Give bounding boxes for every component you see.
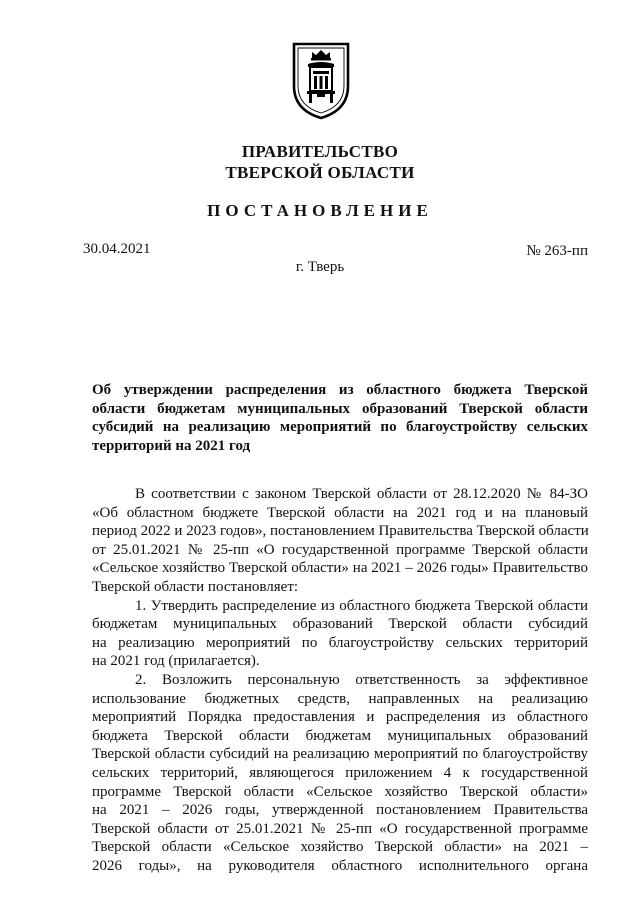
org-name-line2: ТВЕРСКОЙ ОБЛАСТИ <box>225 163 415 182</box>
body-text-line: на 2021 год (прилагается). <box>92 653 260 670</box>
document-city: г. Тверь <box>295 259 345 275</box>
body-text-line: В соответствии с законом Тверской области от 28.12.2020 № 84-ЗО <box>135 486 588 502</box>
document-subject: Об утверждении распределения из областного бюджета Тверской области бюджетам муниципальных образований Тверской области субсидий на реализацию мероприятий по благоустройству сельских территорий на 2021 год <box>92 382 588 455</box>
body-text-line: на 2021 – 2026 годы, утвержденной постановлением Правительства <box>92 802 588 819</box>
body-text-line: 2. Возложить персональную ответственность за эффективное <box>135 671 588 688</box>
body-text-line: бюджетам муниципальных образований Тверской области субсидий <box>92 616 588 633</box>
coat-of-arms-emblem <box>291 40 351 120</box>
body-text-line: сельских территорий, являющегося приложением 4 к государственной <box>92 764 588 781</box>
body-text-line: использование бюджетных средств, направленных на реализацию <box>92 690 588 707</box>
body-text-line: 2026 годы», на руководителя областного исполнительного органа <box>92 857 588 874</box>
document-body <box>92 485 588 875</box>
body-text-line: «Об областном бюджете Тверской области на 2021 год и на плановый <box>92 504 588 521</box>
body-text-line: период 2022 и 2023 годов», постановлением Правительства Тверской области <box>92 523 589 540</box>
body-text-line: программе Тверской области «Сельское хозяйство Тверской области» <box>92 783 588 800</box>
body-text-line: Тверской области от 25.01.2021 № 25-пп «О государственной программе <box>92 820 588 837</box>
body-text-line: мероприятий Порядка предоставления и распределения из областного <box>92 709 588 726</box>
document-number: № 263-пп <box>526 243 588 259</box>
body-text-line: от 25.01.2021 № 25-пп «О государственной программе Тверской области <box>92 541 588 558</box>
org-name-line1: ПРАВИТЕЛЬСТВО <box>241 142 399 161</box>
body-text-line: Тверской области «Сельское хозяйство Тверской области» на 2021 – <box>92 839 588 856</box>
body-text-line: на реализацию мероприятий по благоустройству сельских территорий <box>92 634 588 651</box>
document-type-title: ПОСТАНОВЛЕНИЕ <box>207 201 433 220</box>
document-date: 30.04.2021 <box>83 241 151 257</box>
body-text-line: Тверской области субсидий на реализацию мероприятий по благоустройству <box>92 746 588 763</box>
body-text-line: Тверской области постановляет: <box>92 578 299 595</box>
body-text-line: 1. Утвердить распределение из областного бюджета Тверской области <box>135 597 588 614</box>
body-text-line: бюджета Тверской области бюджетам муниципальных образований <box>92 727 588 744</box>
body-text-line: «Сельское хозяйство Тверской области» на 2021 – 2026 годы» Правительство <box>92 560 588 577</box>
